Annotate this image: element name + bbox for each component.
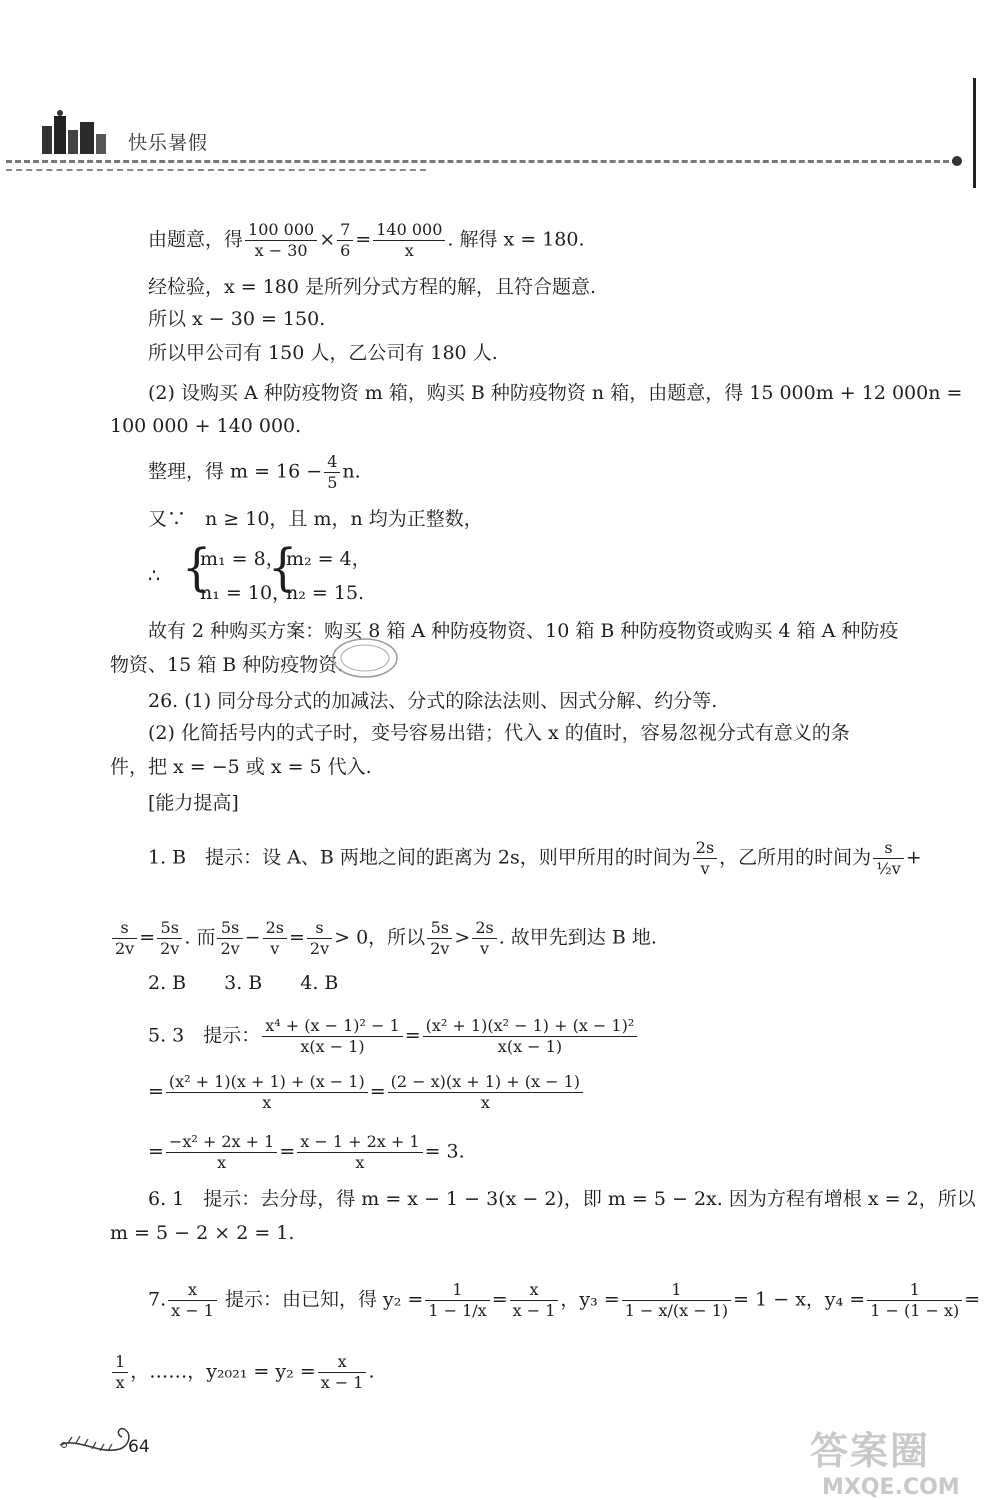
header-logo-icon (38, 108, 110, 158)
solution-line-part2: (2) 设购买 A 种防疫物资 m 箱，购买 B 种防疫物资 n 箱，由题意，得 15 000m + 12 000n = (148, 382, 963, 404)
fraction: $\frac{s}{2v}$ (307, 918, 332, 959)
fraction: $\frac{s}{\text{½v}}$ (873, 838, 904, 879)
answer-6-line: 6. 1 提示：去分母，得 m = x − 1 − 3(x − 2)，即 m = 5 − 2x. 因为方程有增根 x = 2，所以 (148, 1188, 976, 1210)
system-brace: { (268, 537, 298, 597)
fraction: $\frac{5s}{2v}$ (217, 918, 242, 959)
fraction: $\frac{2s}{v}$ (472, 918, 496, 959)
fraction: $\frac{x}{x - 1}$ (168, 1280, 217, 1321)
system-brace: { (182, 537, 212, 597)
answers-2-4: 2. B 3. B 4. B (148, 972, 339, 994)
fraction: $\frac{x}{x - 1}$ (510, 1280, 559, 1321)
fraction: $\frac{2s}{v}$ (693, 838, 717, 879)
watermark: 答案圈 MXQE.COM (810, 1429, 960, 1500)
answer-5-line: 5. 3 提示： $\frac{\text{x⁴ + (x − 1)² − 1}}{x(x - 1)}$ = $\frac{\text{(x² + 1)(x² − 1) + (x − 1)²}}{x(x - 1)}$ (148, 1016, 639, 1057)
fraction: $\frac{5s}{2v}$ (427, 918, 452, 959)
system-2-row-1: m₂ = 4， (286, 548, 371, 570)
solution-line-condition: 又∵ n ≥ 10，且 m，n 均为正整数， (148, 508, 483, 530)
solution-line-simplify: 整理，得 m = 16 − $\frac{4}{5}$ n. (148, 452, 361, 492)
fraction: $\frac{\text{(x² + 1)(x + 1) + (x − 1)}}{x}$ (166, 1072, 368, 1113)
system-1-row-1: m₁ = 8， (200, 548, 285, 570)
solution-line: 所以 x − 30 = 150. (148, 308, 326, 330)
header-divider-end-dot (952, 156, 962, 166)
page-edge-bar (973, 78, 976, 188)
answer-5-step-3: = $\frac{\text{−x² + 2x + 1}}{x}$ = $\frac{x - 1 + 2x + 1}{x}$ = 3. (148, 1132, 465, 1172)
fraction: $\frac{s}{2v}$ (112, 918, 137, 959)
solution-line-answer: 所以甲公司有 150 人，乙公司有 180 人. (148, 342, 498, 364)
answer-1-continued: $\frac{s}{2v}$ = $\frac{5s}{2v}$ . 而 $\frac{5s}{2v}$ − $\frac{2s}{v}$ = $\frac{s}{2v}$ > 0，所以 $\frac{5s}{2v}$ > $\frac{2s}{v}$ . 故甲先到达 B 地. (110, 918, 657, 959)
fraction: $\frac{\text{−x² + 2x + 1}}{x}$ (166, 1132, 277, 1173)
solution-line-plans-continued: 物资、15 箱 B 种防疫物资. (110, 654, 344, 676)
fraction: $\frac{1}{1 - 1/x}$ (425, 1280, 489, 1321)
fraction: $\frac{5s}{2v}$ (157, 918, 182, 959)
fraction: $\frac{4}{5}$ (324, 452, 340, 493)
fraction: $\frac{1}{x}$ (112, 1352, 128, 1393)
question-26-part2: (2) 化简括号内的式子时，变号容易出错；代入 x 的值时，容易忽视分式有意义的条 (148, 722, 850, 744)
fraction: $\frac{2s}{v}$ (263, 918, 287, 959)
solution-line-equation: 由题意，得 $\frac{100 000}{x - 30}$ × $\frac{7}{6}$ = $\frac{140 000}{x}$ . 解得 x = 180. (148, 220, 585, 260)
fraction: $\frac{1}{1 - x/(x - 1)}$ (622, 1280, 731, 1321)
header-divider-secondary (6, 169, 426, 171)
stamp-mark-icon (330, 636, 400, 680)
footer-vine-ornament-icon (58, 1415, 138, 1465)
answer-6-continued: m = 5 − 2 × 2 = 1. (110, 1222, 295, 1244)
solution-line-continued: 100 000 + 140 000. (110, 415, 302, 437)
fraction: $\frac{100 000}{x - 30}$ (245, 220, 317, 261)
fraction: $\frac{\text{x⁴ + (x − 1)² − 1}}{x(x - 1)}$ (262, 1016, 402, 1057)
answer-7-line: 7. $\frac{x}{x - 1}$ 提示：由已知，得 y₂ = $\frac{1}{1 - 1/x}$ = $\frac{x}{x - 1}$ ，y₃ = $\frac{1}{1 - x/(x - 1)}$ = 1 − x，y₄ = $\frac{1}{1 - (1 - x)}$ = (148, 1280, 981, 1320)
fraction: $\frac{7}{6}$ (337, 220, 353, 261)
therefore-symbol: ∴ (148, 565, 161, 587)
question-26-part2-continued: 件，把 x = −5 或 x = 5 代入. (110, 756, 372, 778)
fraction: $\frac{x}{x - 1}$ (318, 1352, 367, 1393)
fraction: $\frac{140 000}{x}$ (373, 220, 445, 261)
system-1-row-2: n₁ = 10， (200, 582, 292, 604)
page-number: 64 (128, 1437, 150, 1457)
answer-5-step-2: = $\frac{\text{(x² + 1)(x + 1) + (x − 1)}}{x}$ = $\frac{(2 - x)(x + 1) + (x - 1)}{x}$ (148, 1072, 585, 1113)
answer-1-line: 1. B 提示：设 A、B 两地之间的距离为 2s，则甲所用的时间为 $\frac{2s}{v}$ ，乙所用的时间为 $\frac{s}{\text{½v}}$ + (148, 838, 922, 878)
fraction: $\frac{\text{(x² + 1)(x² − 1) + (x − 1)²}}{x(x - 1)}$ (423, 1016, 638, 1057)
system-2-row-2: n₂ = 15. (286, 582, 365, 604)
fraction: $\frac{(2 - x)(x + 1) + (x - 1)}{x}$ (388, 1072, 583, 1113)
solution-line-check: 经检验，x = 180 是所列分式方程的解，且符合题意. (148, 276, 597, 298)
header-divider (6, 160, 958, 163)
fraction: $\frac{1}{1 - (1 - x)}$ (867, 1280, 962, 1321)
answer-7-continued: $\frac{1}{x}$ ，……，y₂₀₂₁ = y₂ = $\frac{x}{x - 1}$ . (110, 1352, 375, 1393)
header-title: 快乐暑假 (128, 132, 209, 154)
section-heading: [能力提高] (148, 792, 239, 814)
fraction: $\frac{x - 1 + 2x + 1}{x}$ (297, 1132, 422, 1173)
solution-line-plans: 故有 2 种购买方案：购买 8 箱 A 种防疫物资、10 箱 B 种防疫物资或购买 4 箱 A 种防疫 (148, 620, 899, 642)
question-26-part1: 26. (1) 同分母分式的加减法、分式的除法法则、因式分解、约分等. (148, 690, 718, 712)
